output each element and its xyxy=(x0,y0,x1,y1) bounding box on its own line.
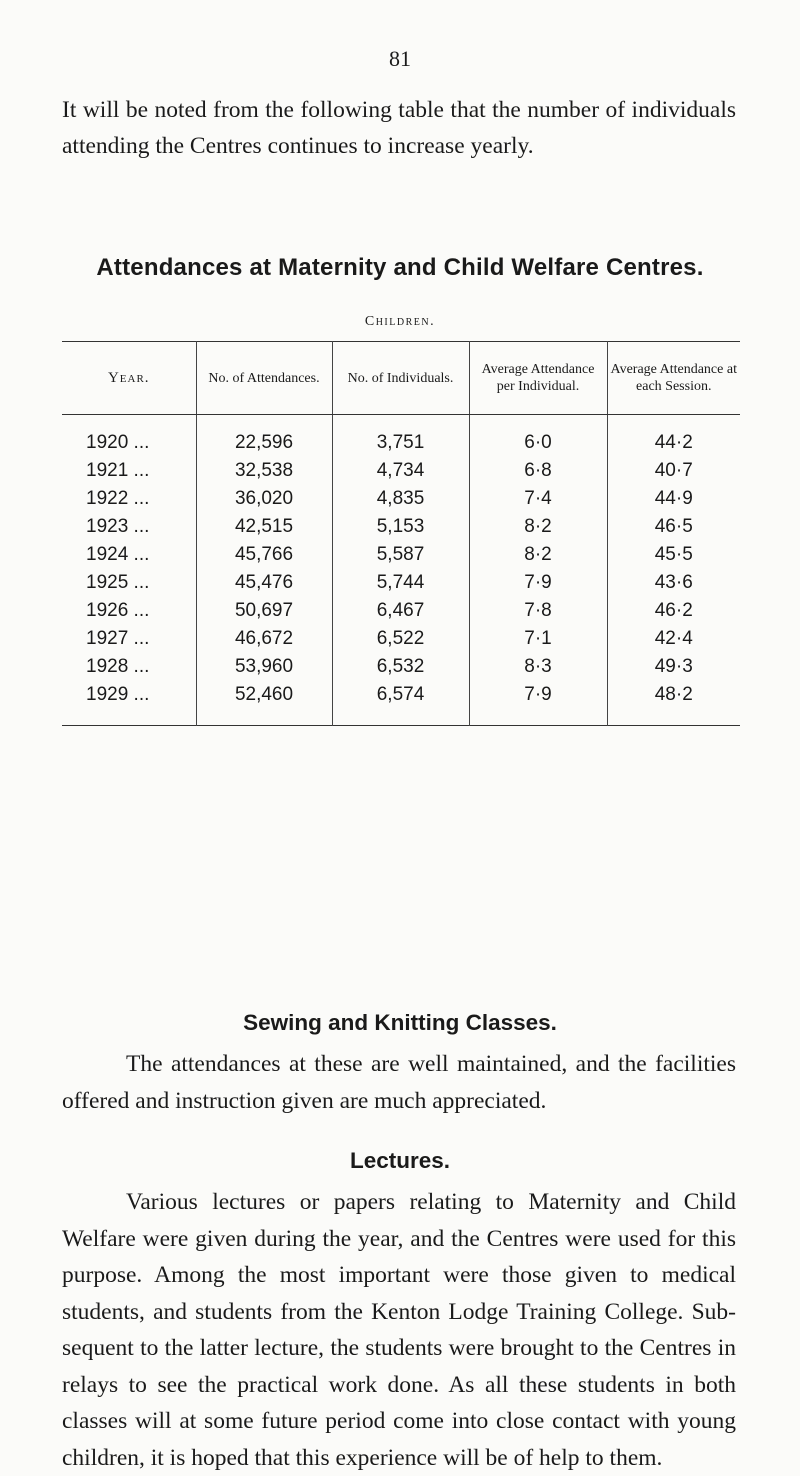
table-subtitle: Children. xyxy=(364,314,436,329)
cell-year: 1921 ... xyxy=(86,460,150,481)
cell-avg-individual: 6·8 xyxy=(469,457,607,485)
cell-avg-individual: 7·9 xyxy=(469,681,607,726)
cell-avg-session: 42·4 xyxy=(607,625,740,653)
cell-individuals: 4,835 xyxy=(332,485,469,513)
cell-attendances: 42,515 xyxy=(196,513,332,541)
header-year: Year. xyxy=(62,342,196,415)
cell-individuals: 6,532 xyxy=(332,653,469,681)
cell-avg-individual: 8·2 xyxy=(469,541,607,569)
cell-avg-session: 44·2 xyxy=(607,415,740,458)
cell-attendances: 45,766 xyxy=(196,541,332,569)
cell-individuals: 5,744 xyxy=(332,569,469,597)
cell-individuals: 6,522 xyxy=(332,625,469,653)
cell-year: 1924 ... xyxy=(86,544,150,565)
sewing-paragraph: The attendances at these are well maintained, and the facilities offered and instruction given are much appreciated. xyxy=(62,1051,736,1114)
table-row xyxy=(62,457,740,485)
cell-individuals: 5,587 xyxy=(332,541,469,569)
table-header-row xyxy=(62,342,740,415)
cell-avg-individual: 8·3 xyxy=(469,653,607,681)
cell-avg-individual: 7·8 xyxy=(469,597,607,625)
cell-year: 1926 ... xyxy=(86,600,150,621)
cell-year: 1928 ... xyxy=(86,656,150,677)
lectures-paragraph: Various lectures or papers relating to Maternity and Child Welfare were given during the year, and the Centres were used for this purpose. Among the most important were those given to medical students, and students from the Kenton Lodge Training College. Sub-sequent to the latter lecture, the students were brought to the Centres in relays to see the practical work done. As all these students in both classes will at some future period come into close contact with young children, it is hoped that this experience will be of help to them. xyxy=(62,1189,736,1471)
header-avg-per-individual: Average Attendance per Individual. xyxy=(469,342,607,415)
cell-individuals: 6,467 xyxy=(332,597,469,625)
cell-year: 1927 ... xyxy=(86,628,150,649)
sewing-heading: Sewing and Knitting Classes. xyxy=(243,1010,557,1035)
cell-attendances: 36,020 xyxy=(196,485,332,513)
cell-year: 1925 ... xyxy=(86,572,150,593)
cell-attendances: 32,538 xyxy=(196,457,332,485)
table-row xyxy=(62,653,740,681)
cell-avg-session: 43·6 xyxy=(607,569,740,597)
cell-individuals: 5,153 xyxy=(332,513,469,541)
cell-avg-individual: 7·1 xyxy=(469,625,607,653)
cell-attendances: 45,476 xyxy=(196,569,332,597)
page-number: 81 xyxy=(389,46,411,71)
cell-avg-session: 46·5 xyxy=(607,513,740,541)
cell-avg-individual: 6·0 xyxy=(469,415,607,458)
table-row xyxy=(62,597,740,625)
cell-avg-session: 49·3 xyxy=(607,653,740,681)
cell-avg-session: 46·2 xyxy=(607,597,740,625)
table-title: Attendances at Maternity and Child Welfare Centres. xyxy=(96,254,704,281)
table-row xyxy=(62,415,740,458)
cell-avg-session: 40·7 xyxy=(607,457,740,485)
cell-attendances: 52,460 xyxy=(196,681,332,726)
header-attendances: No. of Attendances. xyxy=(196,342,332,415)
cell-individuals: 3,751 xyxy=(332,415,469,458)
table-row xyxy=(62,569,740,597)
table-row xyxy=(62,681,740,726)
header-individuals: No. of Individuals. xyxy=(332,342,469,415)
table-row xyxy=(62,485,740,513)
cell-avg-session: 48·2 xyxy=(607,681,740,726)
cell-year: 1923 ... xyxy=(86,516,150,537)
table-row xyxy=(62,513,740,541)
cell-avg-session: 45·5 xyxy=(607,541,740,569)
cell-attendances: 53,960 xyxy=(196,653,332,681)
attendance-table xyxy=(62,341,740,726)
cell-year: 1929 ... xyxy=(86,684,150,705)
cell-avg-individual: 8·2 xyxy=(469,513,607,541)
table-row xyxy=(62,541,740,569)
lectures-heading: Lectures. xyxy=(349,1148,451,1173)
intro-paragraph: It will be noted from the following table that the number of individuals attending the Centres continues to increase yearly. xyxy=(62,97,736,159)
cell-attendances: 50,697 xyxy=(196,597,332,625)
cell-attendances: 46,672 xyxy=(196,625,332,653)
cell-attendances: 22,596 xyxy=(196,415,332,458)
cell-avg-individual: 7·4 xyxy=(469,485,607,513)
cell-year: 1922 ... xyxy=(86,488,150,509)
cell-individuals: 4,734 xyxy=(332,457,469,485)
header-avg-per-session: Average Attendance at each Session. xyxy=(607,342,740,415)
table-row xyxy=(62,625,740,653)
cell-avg-session: 44·9 xyxy=(607,485,740,513)
cell-individuals: 6,574 xyxy=(332,681,469,726)
cell-avg-individual: 7·9 xyxy=(469,569,607,597)
cell-year: 1920 ... xyxy=(86,432,150,453)
